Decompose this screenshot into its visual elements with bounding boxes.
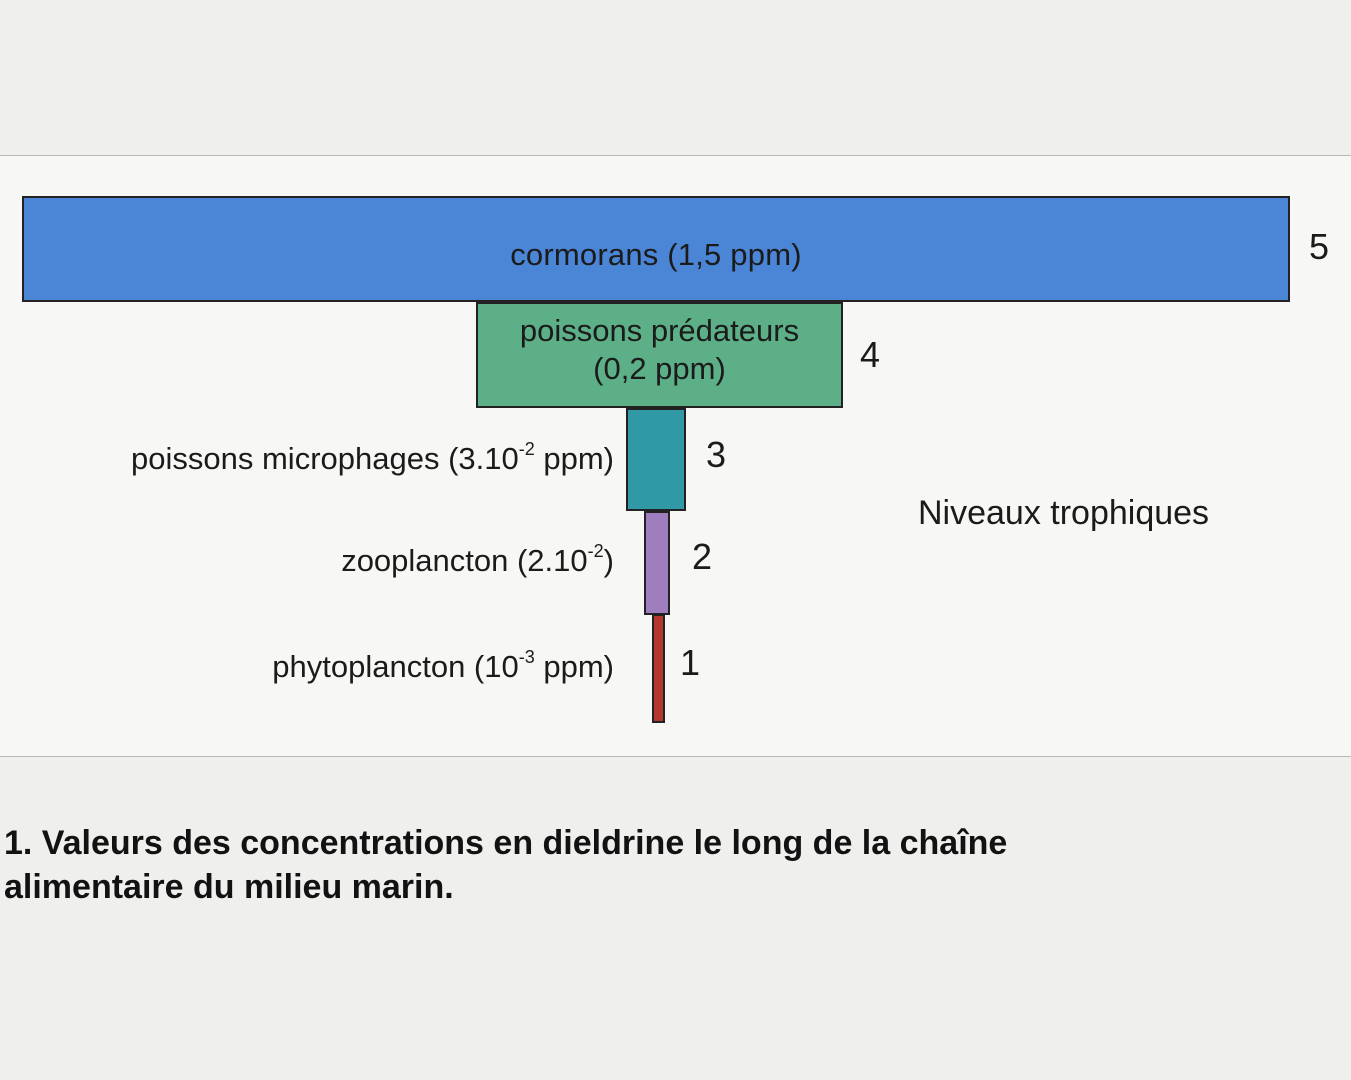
level-1-number: 1: [680, 642, 701, 683]
level-1-label-text: phytoplancton (10: [272, 649, 519, 684]
trophic-levels-title: Niveaux trophiques: [918, 494, 1210, 532]
caption-line-1: 1. Valeurs des concentrations en dieldrine le long de la chaîne: [4, 824, 1008, 862]
level-4-label-line1: poissons prédateurs: [519, 313, 800, 348]
level-3-label-tail: ppm): [534, 441, 614, 476]
level-2-label-text: zooplancton (2.10: [341, 543, 588, 578]
level-4-label-line2: (0,2 ppm): [593, 350, 726, 386]
level-3-number: 3: [706, 434, 727, 475]
trophic-level-3-bar: [626, 408, 686, 511]
level-1-label-exponent: -3: [518, 647, 535, 667]
level-4-number: 4: [860, 334, 881, 375]
level-2-label: [341, 542, 614, 580]
level-5-label: cormorans (1,5 ppm): [510, 237, 802, 272]
level-3-label-text: poissons microphages (3.10: [131, 441, 519, 476]
level-3-label-exponent: -2: [518, 439, 535, 459]
level-4-label: [478, 312, 841, 388]
level-2-label-exponent: -2: [587, 541, 604, 561]
level-2-number: 2: [692, 536, 713, 577]
level-5-number: 5: [1309, 226, 1330, 267]
level-3-label: [131, 440, 614, 478]
figure-caption: [4, 821, 1304, 909]
level-2-label-tail: ): [603, 543, 614, 578]
trophic-level-4-bar: [476, 302, 843, 408]
trophic-level-1-bar: [652, 615, 665, 723]
trophic-level-5-bar: [22, 196, 1290, 302]
level-1-label: [272, 648, 614, 686]
trophic-level-2-bar: [644, 511, 670, 615]
caption-line-2: alimentaire du milieu marin.: [4, 868, 454, 907]
level-1-label-tail: ppm): [534, 649, 614, 684]
